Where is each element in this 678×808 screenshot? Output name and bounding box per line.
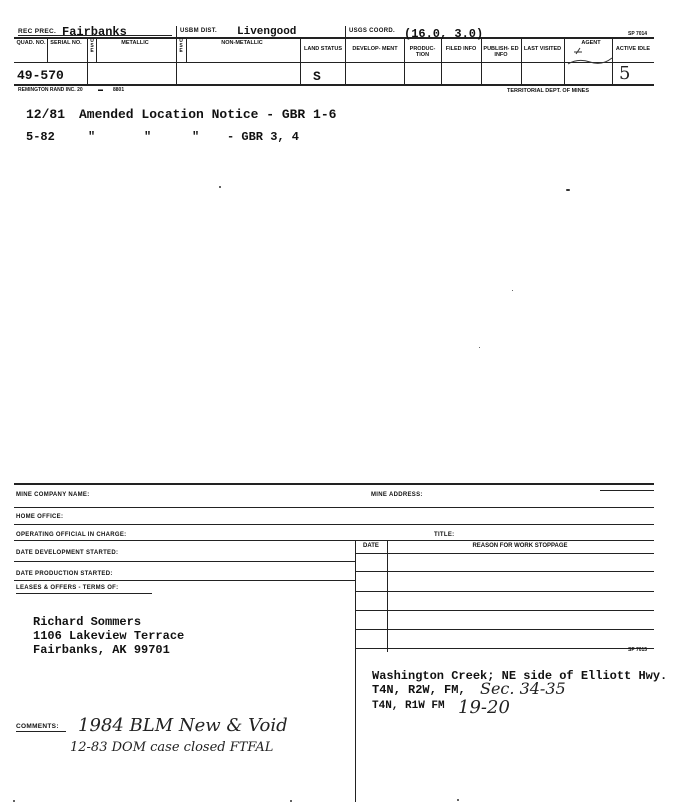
stoppage-table-left [355, 540, 356, 652]
speck [13, 800, 15, 802]
col-divider [176, 26, 177, 84]
serial-value: 49-570 [17, 68, 64, 83]
active-idle-label: ACTIVE IDLE [615, 46, 651, 52]
lower-right-divider [355, 652, 356, 802]
comments-label: COMMENTS: [16, 723, 59, 730]
date-dev-label: DATE DEVELOPMENT STARTED: [16, 550, 119, 556]
land-status-label: LAND STATUS [304, 46, 342, 52]
dept-line: TERRITORIAL DEPT. OF MINES [507, 88, 589, 94]
row-rule [14, 561, 355, 562]
row-rule [14, 507, 654, 508]
serial-label: SERIAL NO. [50, 40, 82, 46]
speck [479, 347, 480, 348]
location-line-2-handwritten: Sec. 34-35 [480, 679, 566, 698]
use-label-nonmetallic: U S E [179, 38, 183, 54]
filed-info-label: FILED INFO [445, 46, 477, 52]
comments-underline [16, 731, 66, 732]
usgs-coord-label: USGS COORD. [349, 28, 395, 34]
row-rule [14, 524, 654, 525]
col-divider [345, 26, 346, 84]
active-mark: 5 [619, 63, 631, 84]
leases-label: LEASES & OFFERS - TERMS OF: [16, 585, 119, 591]
col-divider [521, 37, 522, 84]
note-1-text: Amended Location Notice - GBR 1-6 [79, 107, 337, 122]
lower-top-rule [14, 483, 654, 485]
printer-code: 8801 [113, 87, 125, 93]
stoppage-row-rule [355, 648, 654, 649]
speck [290, 800, 292, 802]
stoppage-date-divider [387, 540, 388, 652]
rec-prec-label: REC PREC. [18, 28, 57, 35]
operating-official-label: OPERATING OFFICIAL IN CHARGE: [16, 532, 127, 538]
use-label-metallic: U S E [90, 38, 94, 54]
home-office-label: HOME OFFICE: [16, 514, 64, 520]
date-col-label: DATE [363, 543, 379, 549]
use-divider [96, 38, 97, 62]
speck [457, 799, 459, 801]
usgs-coord-value: (16.0, 3.0) [404, 27, 484, 41]
row-rule [14, 580, 355, 581]
stoppage-row-rule [355, 629, 654, 630]
leases-underline [16, 593, 152, 594]
last-visited-label: LAST VISITED [523, 46, 562, 52]
published-info-label: PUBLISH- ED INFO [483, 46, 519, 58]
note-2-text: - GBR 3, 4 [227, 130, 300, 144]
owner-city: Fairbanks, AK 99701 [33, 643, 170, 657]
title-label: TITLE: [434, 532, 455, 538]
stoppage-row-rule [355, 553, 654, 554]
col-divider [87, 37, 88, 84]
owner-street: 1106 Lakeview Terrace [33, 629, 185, 643]
use-divider [186, 38, 187, 62]
metallic-label: METALLIC [121, 40, 149, 46]
agent-label: AGENT [581, 40, 601, 46]
header-row-rule [14, 62, 654, 63]
owner-name: Richard Sommers [33, 615, 142, 629]
note-2-date: 5-82 [26, 130, 55, 144]
agent-scribble [566, 44, 614, 70]
printer-mark-a: ▬ [98, 87, 103, 93]
col-divider [441, 37, 442, 84]
comment-line-2: 12-83 DOM case closed FTFAL [70, 740, 274, 755]
form-number-bottom: SP 7015 [628, 647, 648, 653]
col-divider [300, 37, 301, 84]
reason-col-label: REASON FOR WORK STOPPAGE [472, 543, 568, 549]
nonmetallic-label: NON-METALLIC [221, 40, 263, 46]
location-line-3-handwritten: 19-20 [458, 697, 510, 718]
note-1-date: 12/81 [26, 107, 66, 122]
date-prod-label: DATE PRODUCTION STARTED: [16, 571, 113, 577]
mine-address-label: MINE ADDRESS: [371, 492, 423, 498]
speck [219, 186, 221, 188]
note-2-ditto: " [144, 130, 152, 144]
speck [512, 290, 513, 291]
mine-company-label: MINE COMPANY NAME: [16, 492, 90, 498]
speck [566, 189, 570, 191]
stoppage-row-rule [355, 591, 654, 592]
col-divider [564, 37, 565, 84]
lower-top-rule-2 [600, 490, 654, 491]
printer-line: REMINGTON RAND INC. 20 [18, 87, 83, 93]
form-number-top: SP 7014 [628, 31, 648, 37]
rec-prec-value: Fairbanks [62, 25, 127, 39]
land-status-value: S [313, 69, 321, 84]
note-2-ditto: " [192, 130, 200, 144]
usbm-dist-value: Livengood [237, 26, 297, 38]
comment-line-1: 1984 BLM New & Void [78, 715, 288, 736]
note-2-ditto: " [88, 130, 96, 144]
location-line-3: T4N, R1W FM [372, 700, 445, 712]
stoppage-row-rule [355, 571, 654, 572]
development-label: DEVELOP- MENT [352, 46, 398, 52]
row-rule [14, 540, 654, 541]
col-divider [404, 37, 405, 84]
rec-prec-underline [18, 35, 172, 36]
location-line-1: Washington Creek; NE side of Elliott Hwy. [372, 669, 668, 683]
quad-serial-divider [47, 38, 48, 62]
quad-label: QUAD. NO. [16, 40, 46, 46]
production-label: PRODUC- TION [409, 46, 436, 58]
usbm-dist-label: USBM DIST. [180, 28, 218, 34]
col-divider [481, 37, 482, 84]
location-line-2: T4N, R2W, FM, [372, 683, 466, 697]
header-bottom-rule [14, 84, 654, 86]
stoppage-row-rule [355, 610, 654, 611]
